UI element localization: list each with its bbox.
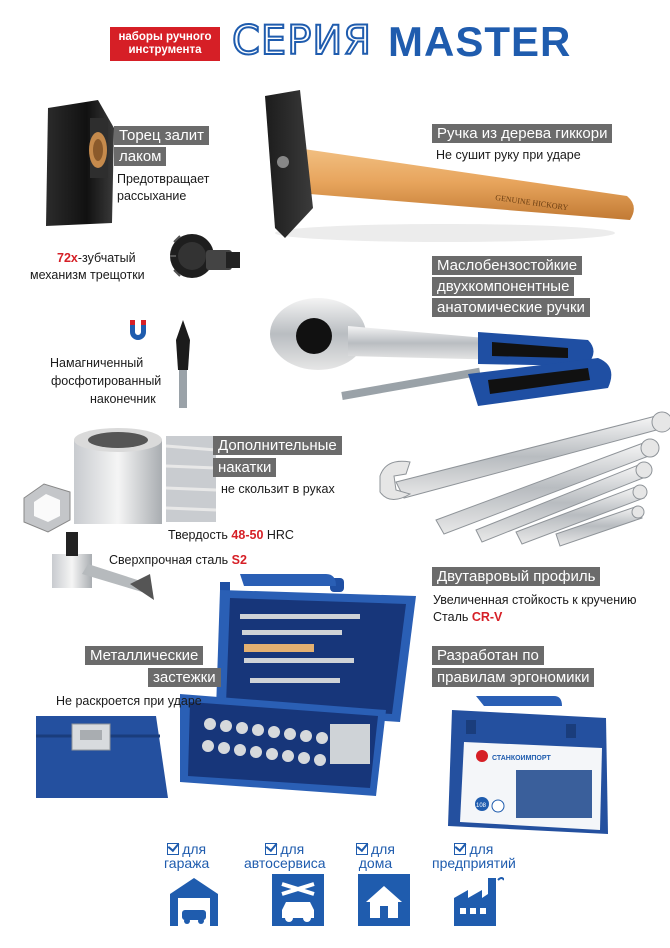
- use-service-line-1: для: [280, 841, 305, 857]
- case-brand-label: СТАНКОИМПОРТ: [492, 755, 551, 762]
- latches-title-2: застежки: [148, 668, 221, 687]
- hammer-face-desc-1: Предотвращает: [117, 172, 210, 186]
- bit-line-2: фосфотированный: [51, 374, 162, 388]
- master-title: MASTER: [388, 18, 572, 65]
- steel-s2-text: [109, 552, 247, 569]
- hammer-face-image: [38, 98, 116, 228]
- use-garage-line-2: гаража: [164, 855, 210, 871]
- badge-line-1: наборы ручного: [118, 31, 212, 43]
- use-garage-label: [164, 842, 209, 870]
- grips-line-2: двухкомпонентные: [432, 277, 574, 296]
- screwdriver-bit-image: [170, 318, 196, 410]
- profile-title: Двутавровый профиль: [432, 567, 600, 586]
- house-icon: [358, 874, 410, 926]
- profile-desc: Увеличенная стойкость к кручению: [433, 593, 637, 607]
- latches-desc: Не раскроется при ударе: [56, 694, 202, 708]
- ratchet-teeth-count: 72х: [57, 251, 78, 265]
- grips-line-1: Маслобензостойкие: [432, 256, 582, 275]
- ratchet-teeth-text: -зубчатый: [77, 251, 136, 265]
- open-tool-case-image: [180, 574, 416, 800]
- use-enterprise-label: [432, 842, 516, 870]
- checkbox-icon: [454, 843, 466, 855]
- profile-steel-value: CR-V: [471, 610, 503, 624]
- socket-desc: не скользит в руках: [221, 482, 335, 496]
- use-home-line-1: для: [371, 841, 395, 857]
- checkbox-icon: [356, 843, 368, 855]
- series-title: СЕРИЯ: [232, 18, 373, 64]
- wrenches-image: [376, 402, 670, 554]
- socket-title-1: Дополнительные: [213, 436, 342, 455]
- hammer-face-desc-2: рассыхание: [117, 189, 187, 203]
- badge-line-2: инструмента: [128, 44, 202, 56]
- hammer-image: [255, 88, 640, 248]
- checkbox-icon: [167, 843, 179, 855]
- use-service-label: [244, 842, 326, 870]
- use-home-line-2: дома: [358, 855, 393, 871]
- hammer-face-title-2: лаком: [114, 147, 166, 166]
- bit-line-3: наконечник: [90, 392, 156, 406]
- hardness-value: 48-50: [231, 528, 264, 542]
- closed-tool-case-image: [446, 694, 612, 840]
- category-badge: [110, 27, 220, 61]
- hammer-face-title-1: Торец залит: [114, 126, 209, 145]
- case-count-label: 108: [476, 803, 487, 809]
- ratchet-teeth-line-1: [57, 250, 136, 267]
- steel-s2-value: S2: [231, 553, 247, 567]
- socket-title-2: накатки: [213, 458, 276, 477]
- grips-line-3: анатомические ручки: [432, 298, 590, 317]
- bit-line-1: Намагниченный: [50, 356, 144, 370]
- socket-knurl-closeup: [166, 436, 216, 522]
- use-home-label: [356, 842, 395, 870]
- hammer-engraving: GENUINE HICKORY: [494, 193, 569, 213]
- garage-icon: [168, 874, 220, 926]
- latches-title-1: Металлические: [85, 646, 203, 665]
- ergonomics-title-2: правилам эргономики: [432, 668, 594, 687]
- hardness-prefix: Твердость: [168, 528, 232, 542]
- car-service-icon: [272, 874, 324, 926]
- profile-steel-prefix: Сталь: [433, 610, 472, 624]
- ratchet-mechanism-image: [166, 222, 246, 292]
- use-enterprise-line-2: предприятий: [432, 855, 516, 871]
- ratchet-teeth-line-2: механизм трещотки: [30, 268, 145, 282]
- hardness-suffix: HRC: [263, 528, 294, 542]
- use-service-line-2: автосервиса: [244, 855, 326, 871]
- magnet-icon: [127, 318, 149, 344]
- checkbox-icon: [265, 843, 277, 855]
- handle-title: Ручка из дерева гиккори: [432, 124, 612, 143]
- factory-icon: [452, 874, 504, 926]
- ergonomics-title-1: Разработан по: [432, 646, 544, 665]
- profile-steel: [433, 609, 502, 626]
- hardness-text: [168, 527, 294, 544]
- socket-image: [22, 424, 167, 614]
- case-latch-image: [36, 706, 168, 798]
- steel-s2-prefix: Сверхпрочная сталь: [109, 553, 232, 567]
- handle-desc: Не сушит руку при ударе: [436, 148, 581, 162]
- use-garage-line-1: для: [182, 841, 207, 857]
- use-enterprise-line-1: для: [469, 841, 494, 857]
